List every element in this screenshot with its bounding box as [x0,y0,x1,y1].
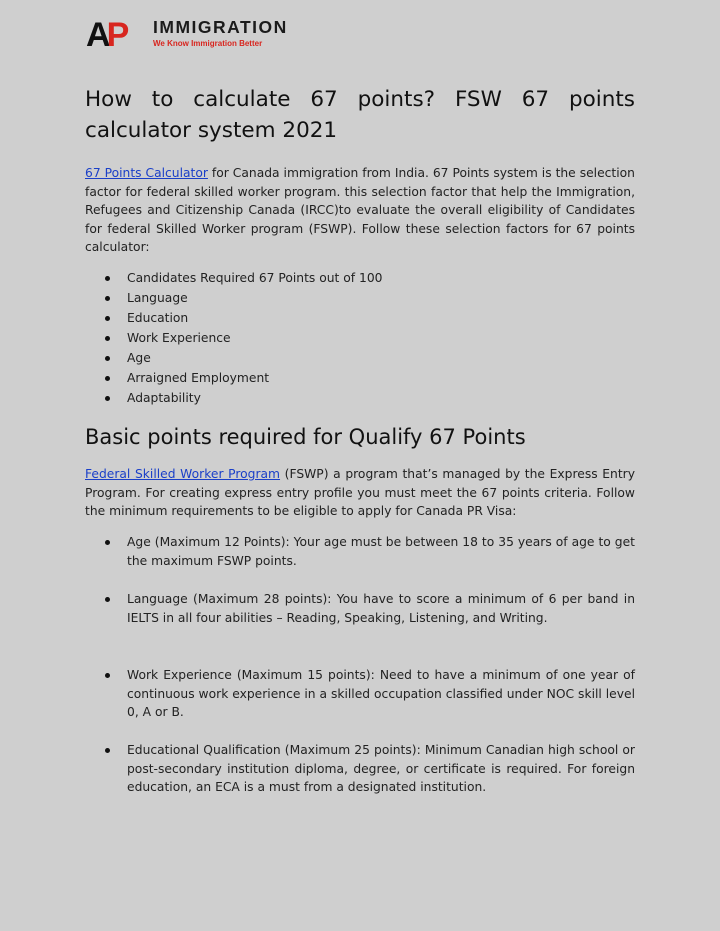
section-heading: Basic points required for Qualify 67 Points [85,425,526,449]
points-calculator-link[interactable]: 67 Points Calculator [85,166,208,180]
bullet-icon [105,540,110,545]
bullet-icon [105,396,110,401]
bullet-icon [105,673,110,678]
bullet-icon [105,276,110,281]
requirement-item-education: Educational Qualification (Maximum 25 points): Minimum Canadian high school or post-secondary institution diploma, degree, or certificate is required. For foreign education, an ECA is a must from a designated institution. [105,741,635,797]
bullet-icon [105,336,110,341]
bullet-icon [105,748,110,753]
list-item: Language [105,288,605,308]
article-title: How to calculate 67 points? FSW 67 points calculator system 2021 [85,87,635,143]
bullet-icon [105,356,110,361]
company-logo [86,17,296,55]
selection-factors-list [105,268,605,408]
list-item: Adaptability [105,388,605,408]
logo-mark: AP [86,16,126,54]
list-item: Age [105,348,605,368]
requirement-item-language: Language (Maximum 28 points): You have to score a minimum of 6 per band in IELTS in all four abilities – Reading, Speaking, Listening, and Writing. [105,590,635,627]
list-item: Arraigned Employment [105,368,605,388]
section-intro-text: (FSWP) a program that’s managed by the Express Entry Program. For creating express entry profile you must meet the 67 points criteria. Follow the minimum requirements to be eligible to apply for Canada PR Visa: [85,467,635,518]
bullet-icon [105,316,110,321]
requirement-item-age: Age (Maximum 12 Points): Your age must be between 18 to 35 years of age to get the maximum FSWP points. [105,533,635,570]
list-item: Work Experience [105,328,605,348]
bullet-icon [105,376,110,381]
section-intro-paragraph [85,465,635,521]
fswp-link[interactable]: Federal Skilled Worker Program [85,467,281,481]
intro-text: for Canada immigration from India. 67 Points system is the selection factor for federal skilled worker program. this selection factor that help the Immigration, Refugees and Citizenship Canada (IRCC)to evaluate the overall eligibility of Candidates for federal Skilled Worker program (FSWP). Follow these selection factors for 67 points calculator: [85,166,635,254]
logo-tagline: We Know Immigration Better [153,39,263,48]
list-item: Education [105,308,605,328]
bullet-icon [105,597,110,602]
bullet-icon [105,296,110,301]
logo-name: IMMIGRATION [153,17,288,37]
requirement-item-work-experience: Work Experience (Maximum 15 points): Need to have a minimum of one year of continuous work experience in a skilled occupation classified under NOC skill level 0, A or B. [105,666,635,722]
intro-paragraph [85,164,635,257]
list-item: Candidates Required 67 Points out of 100 [105,268,605,288]
